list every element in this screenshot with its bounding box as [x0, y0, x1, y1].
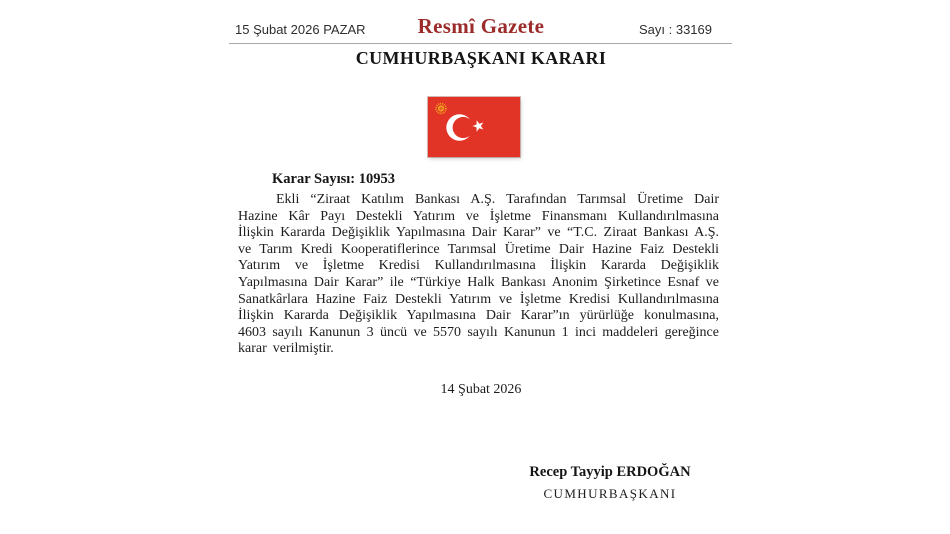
turkish-presidential-flag-icon [428, 97, 520, 157]
decree-number-label: Karar Sayısı: [272, 171, 356, 187]
decree-date: 14 Şubat 2026 [440, 382, 522, 397]
signature-name: Recep Tayyip ERDOĞAN [529, 464, 691, 480]
decree-title: CUMHURBAŞKANI KARARI [355, 48, 607, 68]
gazette-masthead: Resmî Gazete [417, 14, 545, 38]
gazette-issue-number: Sayı : 33169 [639, 22, 712, 37]
decree-number-line [272, 171, 395, 188]
decree-number-value: 10953 [358, 171, 395, 187]
signature-title: CUMHURBAŞKANI [543, 486, 677, 501]
decree-body-paragraph: Ekli “Ziraat Katılım Bankası A.Ş. Tarafından Tarımsal Üretime Dair Hazine Kâr Payı Destekli Yatırım ve İşletme Finansmanı Kullandırılmasına İlişkin Kararda Değişiklik Yapılmasına Dair Karar” ve “T.C. Ziraat Bankası A.Ş. ve Tarım Kredi Kooperatiflerince Tarımsal Üretime Dair Hazine Faiz Destekli Yatırım ve İşletme Kredisi Kullandırılmasına İlişkin Kararda Değişiklik Yapılmasına Dair Karar” ile “Türkiye Halk Bankası Anonim Şirketince Esnaf ve Sanatkârlara Hazine Faiz Destekli Yatırım ve İşletme Kredisi Kullandırılmasına İlişkin Kararda Değişiklik Yapılmasına Dair Karar”ın yürürlüğe konulmasına, 4603 sayılı Kanunun 3 üncü ve 5570 sayılı Kanunun 1 inci maddeleri gereğince karar verilmiştir. [238, 192, 719, 357]
header-divider [229, 43, 732, 44]
flag-svg [428, 97, 520, 157]
gazette-header [230, 14, 732, 42]
gazette-date: 15 Şubat 2026 PAZAR [235, 22, 366, 37]
